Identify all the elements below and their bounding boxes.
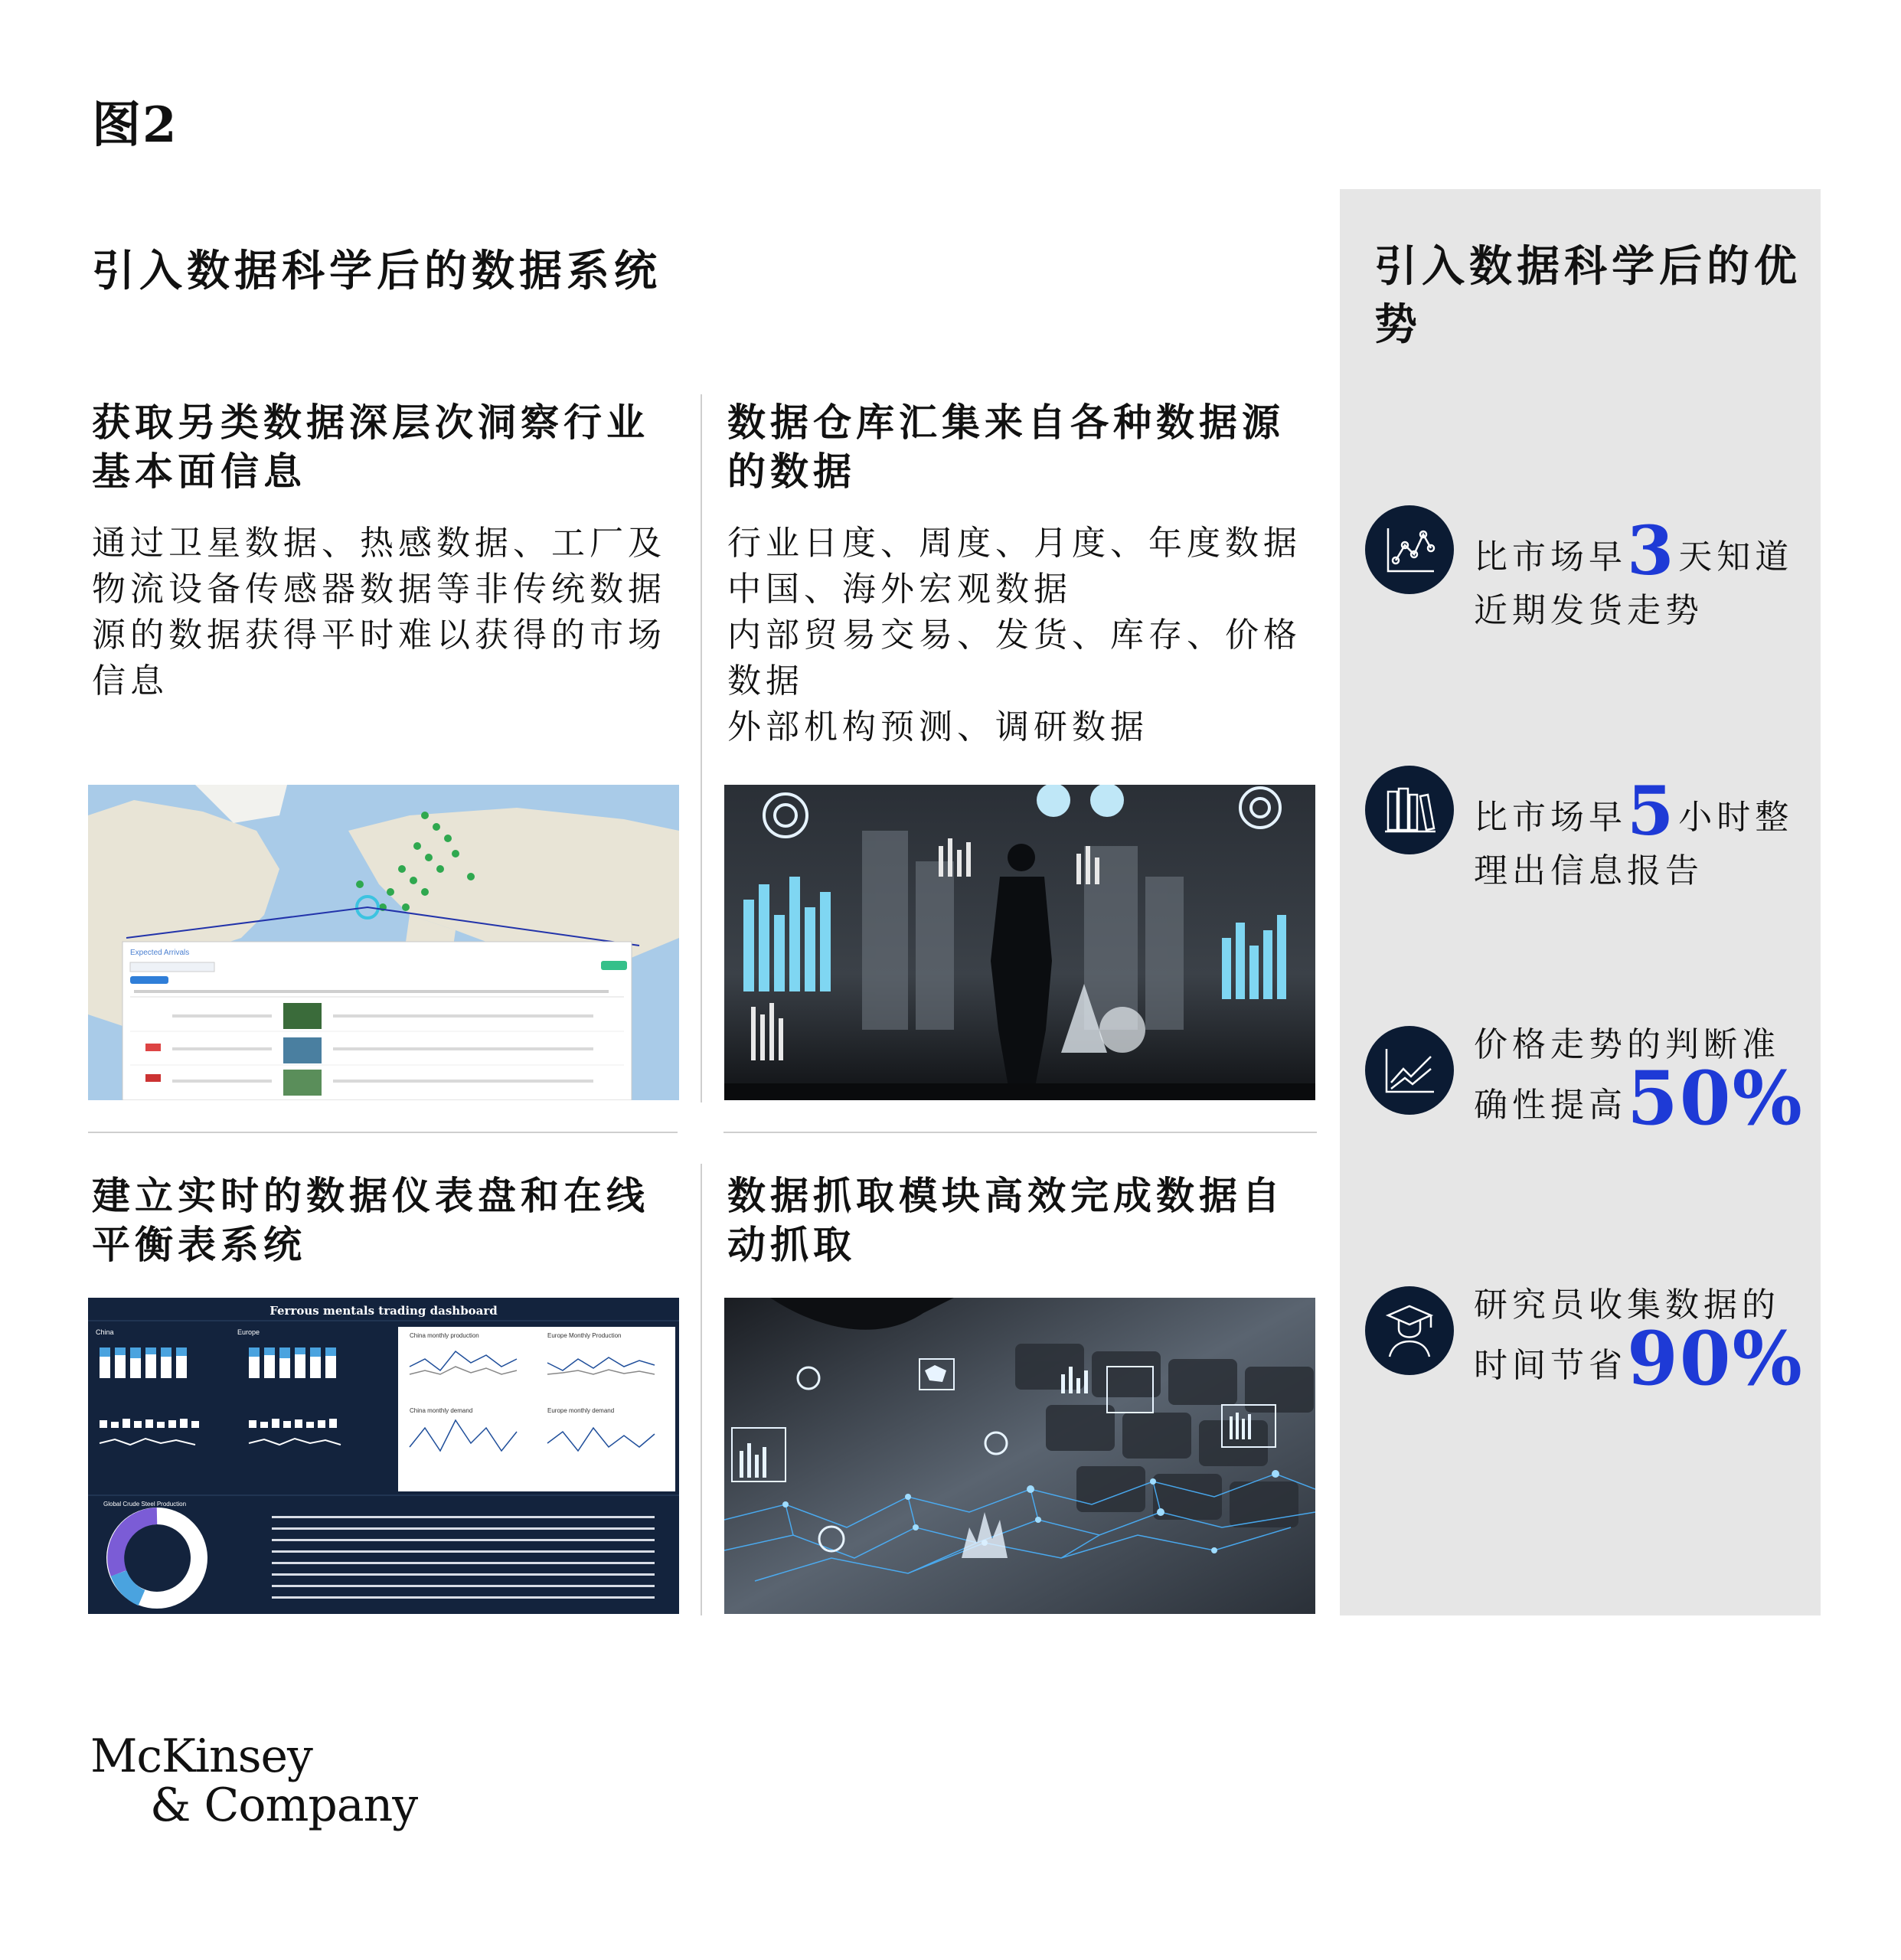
benefit-2-number: 5 — [1627, 771, 1679, 851]
section-1-body-line: 通过卫星数据、热感数据、工厂及物流设备传感器数据等非传统数据源的数据获得平时难以获得的市场信息 — [92, 524, 666, 701]
main-title: 引入数据科学后的数据系统 — [92, 246, 661, 296]
dashboard-europe-demand-label: Europe monthly demand — [547, 1407, 615, 1414]
keyboard-network-image — [724, 1298, 1315, 1614]
benefit-1-pre: 比市场早 — [1474, 537, 1627, 577]
books-icon — [1365, 766, 1454, 854]
benefit-4-pre: 研究员收集数据的时间节省 — [1474, 1285, 1780, 1385]
map-screenshot-image — [88, 785, 679, 1100]
network-chart-icon — [1365, 505, 1454, 594]
benefit-1-text — [1474, 511, 1811, 638]
section-2-title: 数据仓库汇集来自各种数据源的数据 — [727, 400, 1285, 494]
trading-dashboard-image — [88, 1298, 679, 1614]
benefit-2-text — [1474, 771, 1811, 898]
benefit-2-pre: 比市场早 — [1474, 798, 1627, 837]
section-3-title: 建立实时的数据仪表盘和在线平衡表系统 — [92, 1173, 649, 1267]
data-screens-image — [724, 785, 1315, 1100]
section-2-body-line: 外部机构预测、调研数据 — [727, 707, 1148, 746]
dashboard-steel-label: Global Crude Steel Production — [103, 1501, 187, 1508]
line-chart-icon — [1365, 1026, 1454, 1115]
dashboard-china-label: China — [96, 1328, 114, 1336]
benefit-4-text — [1474, 1279, 1811, 1402]
sidebar-title: 引入数据科学后的优势 — [1374, 241, 1801, 350]
dashboard-china-demand-label: China monthly demand — [410, 1407, 473, 1414]
benefit-3-pre: 价格走势的判断准确性提高 — [1474, 1025, 1780, 1125]
section-2-body-line: 内部贸易交易、发货、库存、价格数据 — [727, 616, 1302, 701]
section-4-title: 数据抓取模块高效完成数据自动抓取 — [727, 1173, 1285, 1267]
section-1-body — [92, 521, 689, 704]
divider-horizontal-left — [88, 1132, 678, 1133]
figure-label: 图2 — [92, 96, 178, 154]
divider-vertical-bottom — [701, 1164, 702, 1615]
dashboard-china-production-label: China monthly production — [410, 1332, 479, 1339]
benefit-4-number: 90% — [1627, 1315, 1804, 1402]
section-1-title: 获取另类数据深层次洞察行业基本面信息 — [92, 400, 649, 494]
mckinsey-logo — [90, 1732, 417, 1830]
dashboard-europe-label: Europe — [237, 1328, 260, 1336]
divider-horizontal-right — [723, 1132, 1317, 1133]
section-2-body — [727, 521, 1324, 750]
divider-vertical-top — [701, 394, 702, 1102]
graduate-icon — [1365, 1286, 1454, 1375]
section-2-body-line: 行业日度、周度、月度、年度数据 — [727, 524, 1302, 563]
section-2-body-line: 中国、海外宏观数据 — [727, 570, 1072, 609]
benefit-3-number: 50% — [1627, 1055, 1804, 1142]
map-panel-title: Expected Arrivals — [130, 949, 190, 957]
benefit-1-post: 天知道近期发货走势 — [1474, 537, 1794, 630]
logo-line-1: McKinsey — [90, 1730, 312, 1783]
dashboard-europe-production-label: Europe Monthly Production — [547, 1332, 622, 1339]
logo-line-2: & Company — [150, 1779, 418, 1832]
benefit-2-post: 小时整理出信息报告 — [1474, 798, 1794, 890]
dashboard-title: Ferrous mentals trading dashboard — [269, 1304, 498, 1318]
benefit-1-number: 3 — [1627, 511, 1679, 590]
benefit-3-text — [1474, 1018, 1811, 1142]
